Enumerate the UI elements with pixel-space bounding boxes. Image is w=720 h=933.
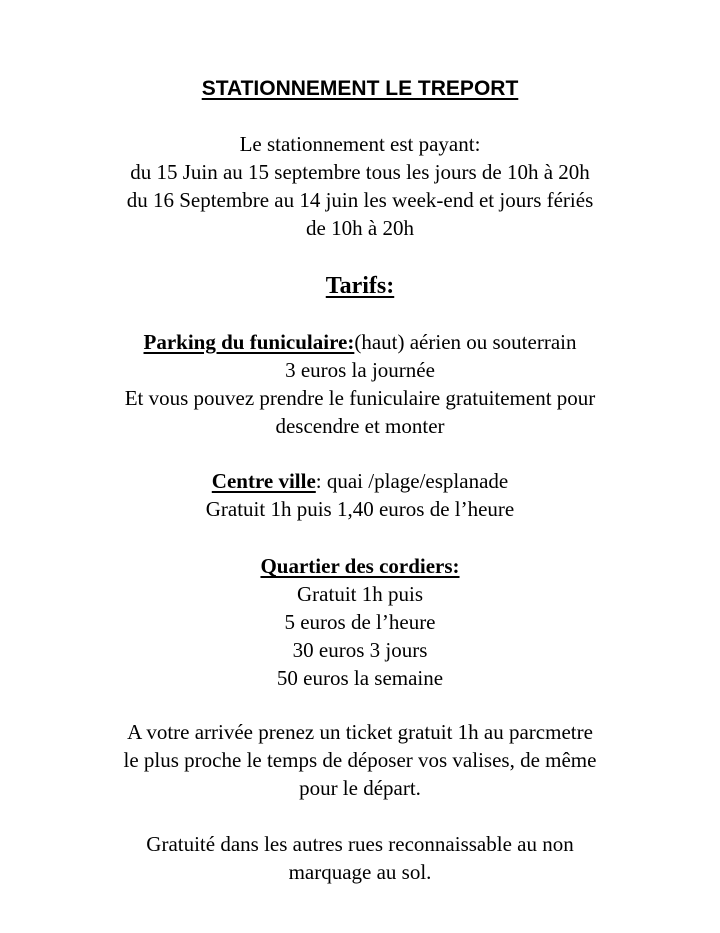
centre-ville-heading: Centre ville (211, 469, 316, 493)
intro-line: de 10h à 20h (306, 216, 414, 240)
arrivee-line: pour le départ. (299, 776, 421, 800)
cordiers-line: 50 euros la semaine (276, 666, 444, 690)
arrivee-line: A votre arrivée prenez un ticket gratuit 1h au parcmetre (127, 720, 593, 744)
gratuite-block (0, 830, 720, 886)
arrivee-block (0, 718, 720, 802)
intro-line: du 16 Septembre au 14 juin les week-end et jours fériés (126, 188, 594, 212)
funiculaire-heading-suffix: (haut) aérien ou souterrain (354, 330, 577, 354)
cordiers-line: Gratuit 1h puis (297, 582, 423, 606)
funiculaire-line: descendre et monter (275, 414, 445, 438)
funiculaire-heading-line (0, 328, 720, 356)
tarifs-heading-block (0, 271, 720, 301)
centre-ville-heading-line (0, 467, 720, 495)
cordiers-line: 5 euros de l’heure (284, 610, 436, 634)
intro-block (0, 130, 720, 242)
tarifs-heading: Tarifs: (325, 273, 395, 299)
cordiers-heading: Quartier des cordiers: (260, 554, 460, 578)
gratuite-line: Gratuité dans les autres rues reconnaissable au non (146, 832, 574, 856)
page-title: STATIONNEMENT LE TREPORT (201, 77, 519, 100)
centre-ville-heading-suffix: : quai /plage/esplanade (315, 469, 509, 493)
funiculaire-line: 3 euros la journée (285, 358, 435, 382)
arrivee-line: le plus proche le temps de déposer vos valises, de même (123, 748, 597, 772)
funiculaire-block (0, 328, 720, 440)
funiculaire-heading: Parking du funiculaire: (143, 330, 355, 354)
centre-ville-block (0, 467, 720, 523)
gratuite-line: marquage au sol. (288, 860, 432, 884)
centre-ville-line: Gratuit 1h puis 1,40 euros de l’heure (205, 497, 515, 521)
cordiers-line: 30 euros 3 jours (292, 638, 428, 662)
funiculaire-line: Et vous pouvez prendre le funiculaire gratuitement pour (124, 386, 596, 410)
intro-line: Le stationnement est payant: (239, 132, 481, 156)
cordiers-block (0, 552, 720, 692)
intro-line: du 15 Juin au 15 septembre tous les jours de 10h à 20h (130, 160, 590, 184)
